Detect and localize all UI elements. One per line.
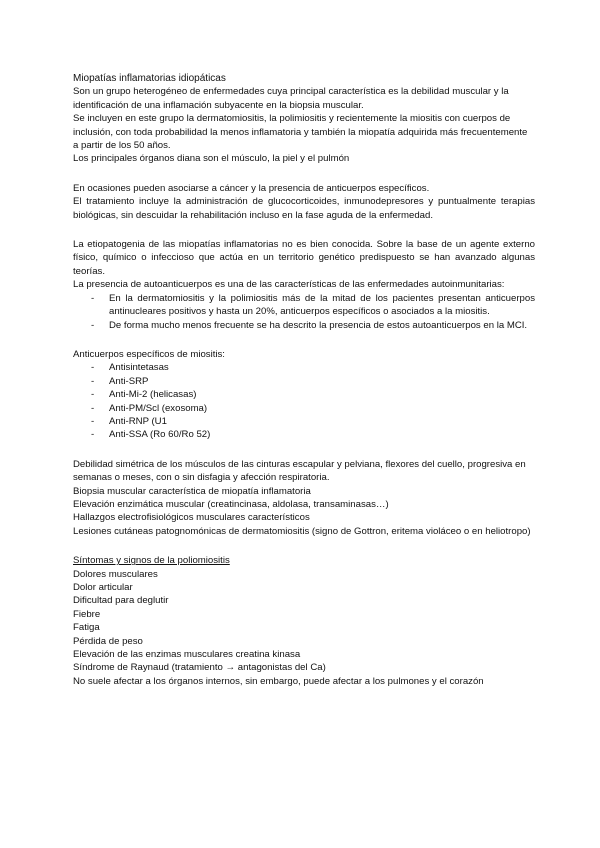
antibodies-list	[73, 361, 535, 441]
symptom-item: Dolores musculares	[73, 568, 158, 580]
finding-biopsy: Biopsia muscular característica de miopatía inflamatoria	[73, 485, 311, 497]
document-title: Miopatías inflamatorias idiopáticas	[73, 73, 226, 84]
finding-weakness: Debilidad simétrica de los músculos de las cinturas escapular y pelviana, flexores del cuello, progresiva en semanas o meses, con o sin disfagia y afección respiratoria.	[73, 458, 526, 484]
finding-skin: Lesiones cutáneas patognomónicas de dermatomiositis (signo de Gottron, eritema violáceo o en heliotropo)	[73, 525, 531, 537]
symptom-item: Dificultad para deglutir	[73, 595, 169, 607]
symptom-item: Síndrome de Raynaud (tratamiento → antagonistas del Ca)	[73, 662, 326, 674]
finding-electrophysiology: Hallazgos electrofisiológicos musculares característicos	[73, 512, 310, 524]
symptom-item: Fatiga	[73, 622, 100, 634]
intro-paragraph-2: Se incluyen en este grupo la dermatomiositis, la polimiositis y recientemente la miositis con cuerpos de inclusión, con toda probabilidad la menos inflamatoria y también la miopatía adquirida más frecuentemente a partir de los 50 años.	[73, 113, 528, 152]
symptom-item: Fiebre	[73, 608, 101, 620]
intro-paragraph-1: Son un grupo heterogéneo de enfermedades cuya principal característica es la debilidad muscular y la identificación de una inflamación subyacente en la biopsia muscular.	[73, 86, 509, 111]
symptom-item: No suele afectar a los órganos internos, sin embargo, puede afectar a los pulmones y el corazón	[73, 675, 484, 687]
list-item: - En la dermatomiositis y la polimiositis más de la mitad de los pacientes presentan anticuerpos antinucleares positivos y hasta un 20%, anticuerpos específicos o asociados a la miositis.	[73, 292, 535, 319]
symptom-item: Elevación de las enzimas musculares creatina kinasa	[73, 649, 301, 661]
symptom-item: Pérdida de peso	[73, 635, 143, 647]
treatment-paragraph: El tratamiento incluye la administración de glucocorticoides, inmunodepresores y puntualmente terapias biológicas, sin descuidar la rehabilitación incluso en la fase aguda de la enfermedad.	[73, 196, 535, 221]
list-item: - Anti-SRP	[73, 375, 535, 388]
list-item: - Anti-Mi-2 (helicasas)	[73, 388, 535, 401]
autoantibody-list	[73, 292, 535, 332]
list-item: - Anti-RNP (U1	[73, 415, 535, 428]
symptoms-heading: Síntomas y signos de la poliomiositis	[73, 555, 230, 567]
etiology-paragraph: La etiopatogenia de las miopatías inflamatorias no es bien conocida. Sobre la base de un agente externo físico, químico o infeccioso que actúa en un territorio genético predispuesto se han avanzado algunas teorías.	[73, 239, 535, 277]
list-item: - Anti-SSA (Ro 60/Ro 52)	[73, 428, 535, 441]
autoantibody-paragraph: La presencia de autoanticuerpos es una de las características de las enfermedades autoinmunitarias:	[73, 279, 505, 291]
list-item: - De forma mucho menos frecuente se ha descrito la presencia de estos autoanticuerpos en la MCI.	[73, 319, 535, 332]
finding-enzymes: Elevación enzimática muscular (creatincinasa, aldolasa, transaminasas…)	[73, 498, 389, 510]
symptom-item: Dolor articular	[73, 582, 133, 593]
antibodies-heading: Anticuerpos específicos de miositis:	[73, 348, 225, 360]
intro-paragraph-3: Los principales órganos diana son el músculo, la piel y el pulmón	[73, 153, 350, 165]
list-item: - Anti-PM/Scl (exosoma)	[73, 402, 535, 415]
cancer-paragraph: En ocasiones pueden asociarse a cáncer y la presencia de anticuerpos específicos.	[73, 182, 430, 194]
document-body	[73, 72, 535, 688]
list-item: - Antisintetasas	[73, 361, 535, 374]
